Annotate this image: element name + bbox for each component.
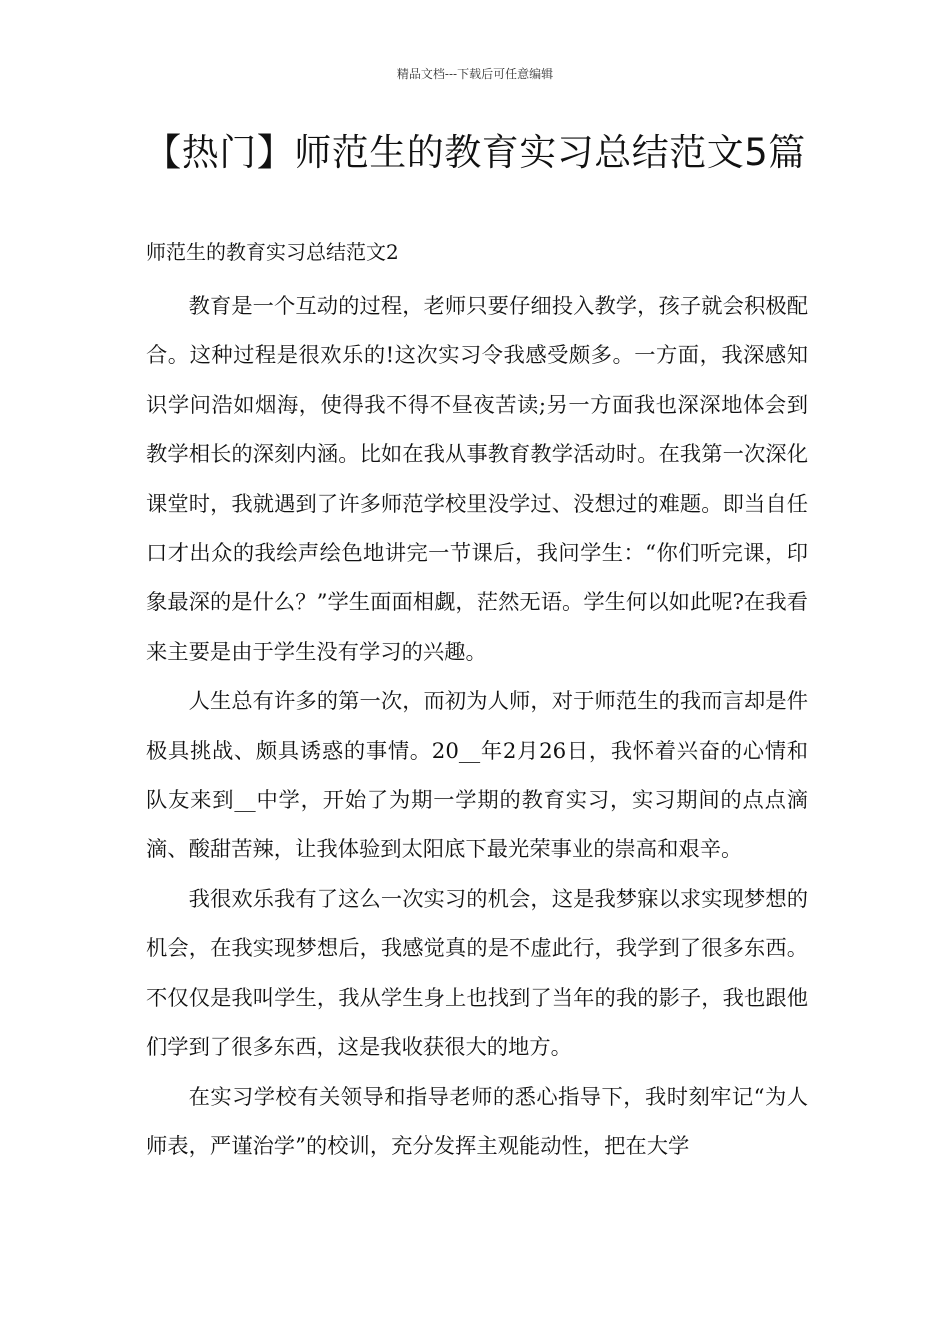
paragraph: 人生总有许多的第一次，而初为人师，对于师范生的我而言却是件极具挑战、颇具诱惑的事情。20__年2月26日，我怀着兴奋的心情和队友来到__中学，开始了为期一学期的教育实习，实习期间的点点滴滴、酸甜苦辣，让我体验到太阳底下最光荣事业的崇高和艰辛。 xyxy=(146,689,808,863)
document-title: 【热门】师范生的教育实习总结范文5篇 xyxy=(144,131,806,174)
document-body xyxy=(146,282,808,1171)
document-subtitle: 师范生的教育实习总结范文2 xyxy=(146,240,399,264)
header-note: 精品文档---下载后可任意编辑 xyxy=(396,67,554,81)
paragraph: 教育是一个互动的过程，老师只要仔细投入教学，孩子就会积极配合。这种过程是很欢乐的!这次实习令我感受颇多。一方面，我深感知识学问浩如烟海，使得我不得不昼夜苦读;另一方面我也深深地体会到教学相长的深刻内涵。比如在我从事教育教学活动时。在我第一次深化课堂时，我就遇到了许多师范学校里没学过、没想过的难题。即当自任口才出众的我绘声绘色地讲完一节课后，我问学生：“你们听完课，印象最深的是什么？”学生面面相觑，茫然无语。学生何以如此呢?在我看来主要是由于学生没有学习的兴趣。 xyxy=(146,294,808,665)
paragraph: 我很欢乐我有了这么一次实习的机会，这是我梦寐以求实现梦想的机会，在我实现梦想后，我感觉真的是不虚此行，我学到了很多东西。不仅仅是我叫学生，我从学生身上也找到了当年的我的影子，我也跟他们学到了很多东西，这是我收获很大的地方。 xyxy=(146,886,808,1061)
paragraph: 在实习学校有关领导和指导老师的悉心指导下，我时刻牢记“为人师表，严谨治学”的校训，充分发挥主观能动性，把在大学 xyxy=(146,1084,808,1159)
